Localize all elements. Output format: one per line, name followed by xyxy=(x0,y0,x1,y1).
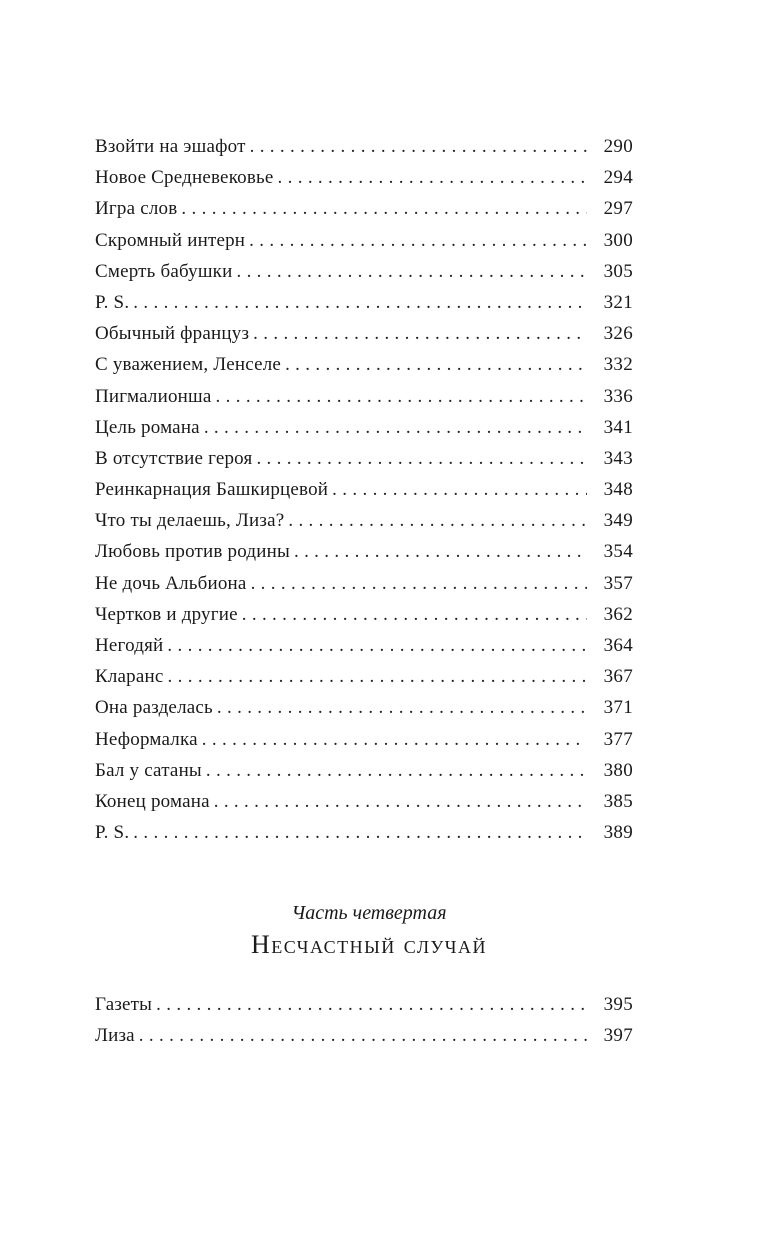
toc-entry-title: В отсутствие героя xyxy=(95,447,253,469)
dot-leader xyxy=(332,474,587,505)
dot-leader xyxy=(294,536,587,567)
dot-leader xyxy=(156,989,587,1020)
toc-entry[interactable] xyxy=(95,505,633,536)
toc-entry[interactable] xyxy=(95,989,633,1020)
toc-entry[interactable] xyxy=(95,349,633,380)
toc-entry-page: 326 xyxy=(603,323,633,345)
toc-entry-page: 389 xyxy=(603,822,633,844)
toc-entry-title: Пигмалионша xyxy=(95,385,212,407)
toc-entry-title: Кларанс xyxy=(95,666,164,688)
toc-entry-page: 300 xyxy=(603,229,633,251)
toc-entry[interactable] xyxy=(95,318,633,349)
toc-entry-title: Бал у сатаны xyxy=(95,759,202,781)
table-of-contents-part-four xyxy=(95,989,633,1051)
toc-entry[interactable] xyxy=(95,474,633,505)
dot-leader xyxy=(133,287,587,318)
toc-entry-title: Обычный француз xyxy=(95,323,250,345)
dot-leader xyxy=(242,599,587,630)
dot-leader xyxy=(181,193,587,224)
toc-entry-title: Негодяй xyxy=(95,635,164,656)
toc-entry[interactable] xyxy=(95,661,633,692)
dot-leader xyxy=(204,412,587,443)
dot-leader xyxy=(214,786,587,817)
toc-entry-page: 341 xyxy=(603,416,633,438)
toc-entry-page: 294 xyxy=(603,167,633,189)
toc-entry-title: Реинкарнация Башкирцевой xyxy=(95,479,329,501)
dot-leader xyxy=(249,225,587,256)
toc-entry[interactable] xyxy=(95,381,633,412)
dot-leader xyxy=(133,817,587,848)
toc-entry[interactable] xyxy=(95,1020,633,1051)
toc-entry[interactable] xyxy=(95,786,633,817)
toc-entry-title: С уважением, Ленселе xyxy=(95,354,282,376)
toc-entry[interactable] xyxy=(95,692,633,723)
toc-entry-page: 336 xyxy=(603,385,633,407)
dot-leader xyxy=(251,568,587,599)
toc-entry[interactable] xyxy=(95,131,633,162)
toc-entry[interactable] xyxy=(95,193,633,224)
toc-entry-page: 377 xyxy=(603,728,633,750)
dot-leader xyxy=(139,1020,587,1051)
toc-entry-page: 321 xyxy=(603,291,633,313)
toc-entry[interactable] xyxy=(95,162,633,193)
table-of-contents-continued xyxy=(95,131,633,848)
toc-entry[interactable] xyxy=(95,225,633,256)
toc-entry-page: 380 xyxy=(603,759,633,781)
toc-entry[interactable] xyxy=(95,630,633,661)
dot-leader xyxy=(236,256,587,287)
toc-entry[interactable] xyxy=(95,536,633,567)
toc-entry-page: 290 xyxy=(603,136,633,157)
toc-entry[interactable] xyxy=(95,287,633,318)
toc-entry-title: Любовь против родины xyxy=(95,541,290,563)
toc-entry-page: 297 xyxy=(603,198,633,220)
dot-leader xyxy=(216,381,587,412)
toc-entry[interactable] xyxy=(95,412,633,443)
toc-entry-page: 357 xyxy=(603,572,633,594)
dot-leader xyxy=(167,630,587,661)
toc-entry-page: 332 xyxy=(603,354,633,376)
dot-leader xyxy=(168,661,587,692)
toc-entry[interactable] xyxy=(95,568,633,599)
toc-entry-title: Цель романа xyxy=(95,416,200,438)
toc-entry-title: Новое Средневековье xyxy=(95,167,274,189)
toc-entry-page: 395 xyxy=(603,994,633,1015)
toc-entry-page: 397 xyxy=(603,1025,633,1047)
toc-entry[interactable] xyxy=(95,599,633,630)
toc-entry-title: Смерть бабушки xyxy=(95,260,233,282)
toc-entry-title: Газеты xyxy=(95,994,153,1015)
dot-leader xyxy=(202,724,587,755)
toc-entry[interactable] xyxy=(95,256,633,287)
toc-entry-title: Она разделась xyxy=(95,697,213,719)
toc-entry-page: 385 xyxy=(603,790,633,812)
dot-leader xyxy=(217,692,587,723)
toc-entry-title: Взойти на эшафот xyxy=(95,136,246,157)
toc-entry[interactable] xyxy=(95,724,633,755)
toc-entry[interactable] xyxy=(95,443,633,474)
toc-entry-title: Не дочь Альбиона xyxy=(95,572,247,594)
dot-leader xyxy=(256,443,587,474)
toc-entry-title: Чертков и другие xyxy=(95,603,238,625)
toc-entry-title: Лиза xyxy=(95,1025,135,1047)
toc-entry-title: Скромный интерн xyxy=(95,229,246,251)
dot-leader xyxy=(250,131,587,162)
toc-entry-page: 362 xyxy=(603,603,633,625)
toc-entry-page: 364 xyxy=(603,635,633,656)
dot-leader xyxy=(278,162,587,193)
toc-entry[interactable] xyxy=(95,755,633,786)
toc-entry-page: 367 xyxy=(603,666,633,688)
dot-leader xyxy=(206,755,587,786)
toc-entry-title: P. S. xyxy=(95,822,130,844)
toc-entry-page: 305 xyxy=(603,260,633,282)
dot-leader xyxy=(288,505,587,536)
toc-entry-page: 371 xyxy=(603,697,633,719)
toc-entry-page: 349 xyxy=(603,510,633,532)
part-label: Часть четвертая xyxy=(291,902,447,924)
toc-entry-title: Игра слов xyxy=(95,198,178,220)
part-title: Несчастный случай xyxy=(250,930,488,959)
toc-entry[interactable] xyxy=(95,817,633,848)
toc-entry-title: Неформалка xyxy=(95,728,198,750)
toc-entry-title: Конец романа xyxy=(95,790,210,812)
dot-leader xyxy=(253,318,587,349)
toc-entry-title: Что ты делаешь, Лиза? xyxy=(95,510,285,532)
toc-entry-page: 343 xyxy=(603,447,633,469)
toc-entry-title: P. S. xyxy=(95,291,130,313)
toc-entry-page: 354 xyxy=(603,541,633,563)
toc-entry-page: 348 xyxy=(603,479,633,501)
dot-leader xyxy=(285,349,587,380)
